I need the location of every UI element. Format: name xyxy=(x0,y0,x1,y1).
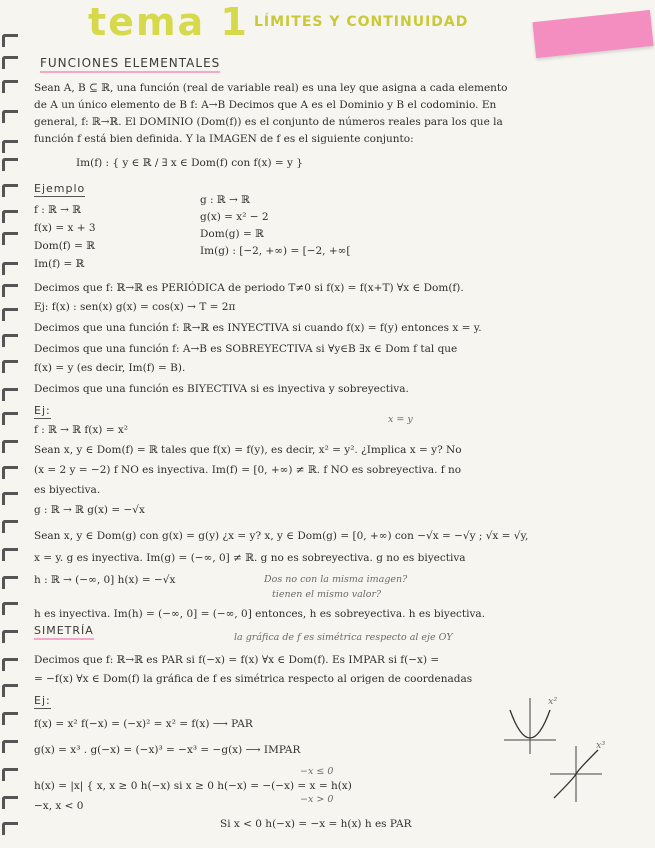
text-line: general, f: ℝ→ℝ. El DOMINIO (Dom(f)) es el conjunto de números reales para los que la xyxy=(34,116,503,128)
ejemplo-line: Im(f) = ℝ xyxy=(34,258,85,270)
handwritten-note: −x ≤ 0 xyxy=(300,766,334,777)
definition-line: Decimos que f: ℝ→ℝ es PERIÓDICA de periodo T≠0 si f(x) = f(x+T) ∀x ∈ Dom(f). xyxy=(34,282,464,294)
example-line: Sean x, y ∈ Dom(f) = ℝ tales que f(x) = f(y), es decir, x² = y². ¿Implica x = y? No xyxy=(34,444,462,456)
handwritten-note: Dos no con la misma imagen? xyxy=(264,574,408,585)
symmetry-line: = −f(x) ∀x ∈ Dom(f) la gráfica de f es simétrica respecto al origen de coordenadas xyxy=(34,673,473,685)
section-funciones-heading: FUNCIONES ELEMENTALES xyxy=(40,56,220,73)
parity-line: g(x) = x³ . g(−x) = (−x)³ = −x³ = −g(x) ⟶ IMPAR xyxy=(34,744,301,756)
definition-line: Decimos que una función f: A→B es SOBREYECTIVA si ∀y∈B ∃x ∈ Dom f tal que xyxy=(34,343,458,355)
example-line: Sean x, y ∈ Dom(g) con g(x) = g(y) ¿x = y? x, y ∈ Dom(g) = [0, +∞) con −√x = −√y ; √x = √y, xyxy=(34,530,529,542)
example-line: h es inyectiva. Im(h) = (−∞, 0] = (−∞, 0] entonces, h es sobreyectiva. h es biyectiva. xyxy=(34,608,486,620)
ejemplo-line: f(x) = x + 3 xyxy=(34,222,96,234)
text-line: Sean A, B ⊆ ℝ, una función (real de variable real) es una ley que asigna a cada elemento xyxy=(34,82,508,94)
parity-line: h(x) = |x| { x, x ≥ 0 h(−x) si x ≥ 0 h(−x) = −(−x) = x = h(x) xyxy=(34,780,352,792)
definition-line: Ej: f(x) : sen(x) g(x) = cos(x) → T = 2π xyxy=(34,301,236,313)
definition-line: Decimos que una función f: ℝ→ℝ es INYECTIVA si cuando f(x) = f(y) entonces x = y. xyxy=(34,322,482,334)
page-title: tema 1 xyxy=(88,0,249,44)
text-line: Im(f) : { y ∈ ℝ / ∃ x ∈ Dom(f) con f(x) = y } xyxy=(76,157,303,169)
parity-line: f(x) = x² f(−x) = (−x)² = x² = f(x) ⟶ PAR xyxy=(34,718,253,730)
text-line: función f está bien definida. Y la IMAGEN de f es el siguiente conjunto: xyxy=(34,133,414,145)
ejemplo-line: g : ℝ → ℝ xyxy=(200,194,250,206)
ejemplo-line: f : ℝ → ℝ xyxy=(34,204,82,216)
example-line: (x = 2 y = −2) f NO es inyectiva. Im(f) = [0, +∞) ≠ ℝ. f NO es sobreyectiva. f no xyxy=(34,464,462,476)
parity-line: Si x < 0 h(−x) = −x = h(x) h es PAR xyxy=(220,818,412,830)
example-line: es biyectiva. xyxy=(34,484,101,496)
example-line: h : ℝ → (−∞, 0] h(x) = −√x xyxy=(34,574,176,586)
graph-label-x3: x³ xyxy=(596,740,606,751)
ej2-heading: Ej: xyxy=(34,694,51,707)
definition-line: f(x) = y (es decir, Im(f) = B). xyxy=(34,362,186,374)
handwritten-note: la gráfica de f es simétrica respecto al eje OY xyxy=(234,632,453,643)
example-line: f : ℝ → ℝ f(x) = x² xyxy=(34,424,128,436)
text-line: de A un único elemento de B f: A→B Decimos que A es el Dominio y B el codominio. En xyxy=(34,99,497,111)
handwritten-note: x = y xyxy=(388,414,413,425)
ejemplo-line: g(x) = x² − 2 xyxy=(200,211,269,223)
parity-line: −x, x < 0 xyxy=(34,800,84,812)
section-simetria-heading: SIMETRÍA xyxy=(34,624,94,640)
ej-heading: Ej: xyxy=(34,404,51,417)
example-line: x = y. g es inyectiva. Im(g) = (−∞, 0] ≠ ℝ. g no es sobreyectiva. g no es biyectiva xyxy=(34,552,466,564)
example-line: g : ℝ → ℝ g(x) = −√x xyxy=(34,504,145,516)
sticky-note xyxy=(532,10,653,58)
ejemplo-line: Dom(f) = ℝ xyxy=(34,240,95,252)
cubic-sketch xyxy=(546,744,606,804)
handwritten-note: −x > 0 xyxy=(300,794,334,805)
ejemplo-heading: Ejemplo xyxy=(34,182,86,195)
graph-label-x2: x² xyxy=(548,696,558,707)
ejemplo-line: Dom(g) = ℝ xyxy=(200,228,264,240)
ejemplo-line: Im(g) : [−2, +∞) = [−2, +∞[ xyxy=(200,245,351,257)
handwritten-note: tienen el mismo valor? xyxy=(272,589,382,600)
definition-line: Decimos que una función es BIYECTIVA si es inyectiva y sobreyectiva. xyxy=(34,383,409,395)
symmetry-line: Decimos que f: ℝ→ℝ es PAR si f(−x) = f(x) ∀x ∈ Dom(f). Es IMPAR si f(−x) = xyxy=(34,654,440,666)
page-subtitle: LÍMITES Y CONTINUIDAD xyxy=(254,14,469,30)
